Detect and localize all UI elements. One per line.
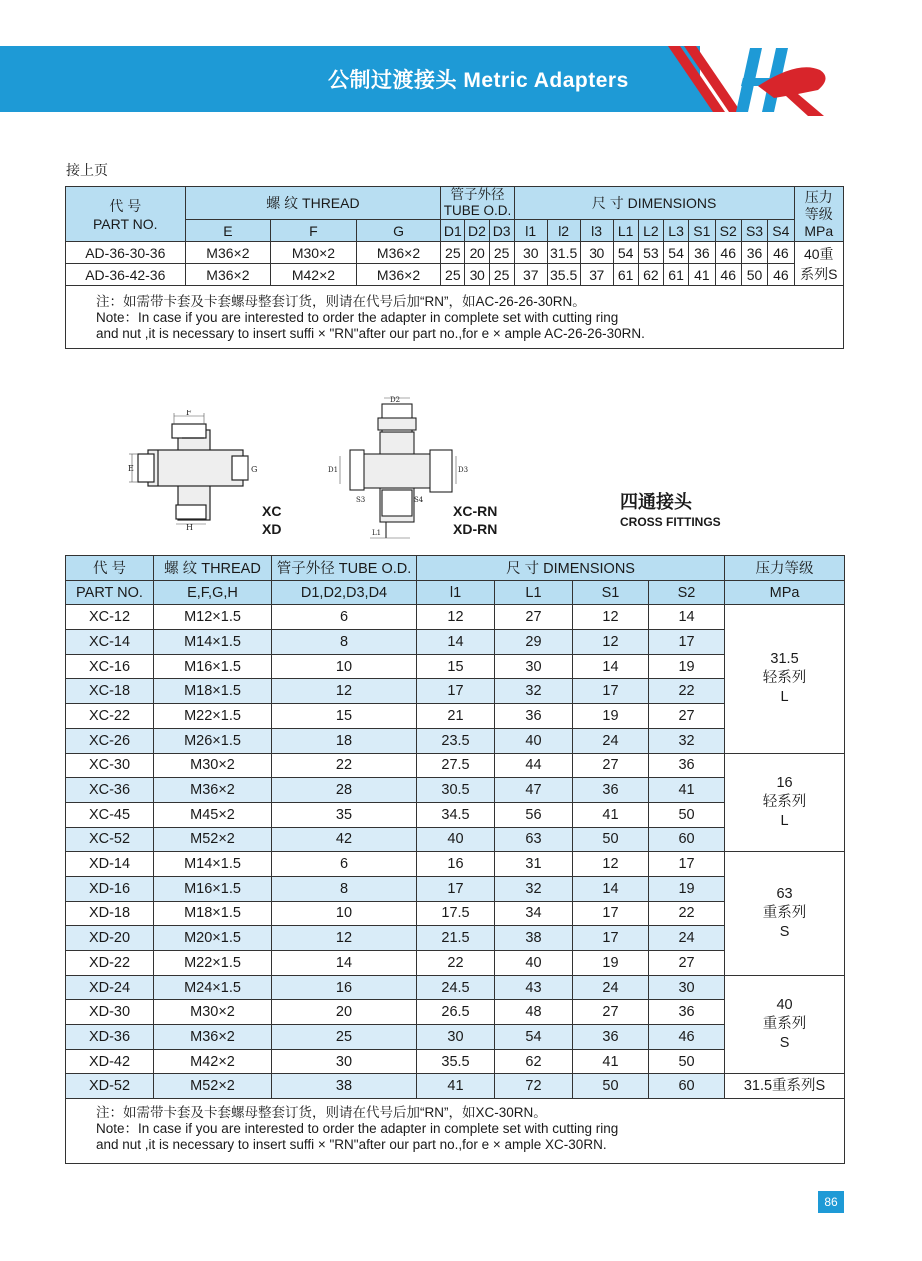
cross-fittings-table	[65, 555, 845, 1164]
table-cell: 30	[649, 975, 725, 1000]
table-cell: 32	[495, 679, 573, 704]
part-code: AD-36-30-36	[66, 242, 186, 264]
table-cell: 46	[768, 264, 794, 286]
table-cell: 36	[689, 242, 715, 264]
subheader-cell: S3	[741, 220, 767, 242]
part-code: XD-24	[66, 975, 154, 1000]
table-cell: 30	[465, 264, 489, 286]
table-cell: 35	[272, 802, 417, 827]
pressure-class: 40 重系列 S	[725, 975, 845, 1074]
table-cell: 22	[649, 901, 725, 926]
subheader-cell: l3	[580, 220, 613, 242]
section-title-en: CROSS FITTINGS	[620, 515, 721, 529]
header-tube-od: 管子外径 TUBE O.D.	[441, 187, 515, 220]
table-cell: 50	[649, 802, 725, 827]
subheader-cell: F	[271, 220, 357, 242]
table-cell: 62	[638, 264, 663, 286]
table-cell: 41	[689, 264, 715, 286]
table-cell: 19	[649, 654, 725, 679]
part-code: XD-14	[66, 852, 154, 877]
table-cell: 27	[495, 605, 573, 630]
part-code: XC-45	[66, 802, 154, 827]
table-cell: 19	[649, 876, 725, 901]
part-code: XC-26	[66, 728, 154, 753]
table-cell: 8	[272, 876, 417, 901]
drawing-label-xc: XC	[262, 503, 282, 519]
part-code: XD-30	[66, 1000, 154, 1025]
table-cell: 43	[495, 975, 573, 1000]
table-row	[66, 242, 844, 264]
table-cell: 31.5	[547, 242, 580, 264]
table-cell: 40	[495, 951, 573, 976]
table-cell: 12	[573, 605, 649, 630]
table-cell: 19	[573, 951, 649, 976]
table-cell: 60	[649, 827, 725, 852]
part-code: XD-42	[66, 1049, 154, 1074]
table-cell: 15	[272, 704, 417, 729]
dim-label-s4: S4	[414, 496, 424, 504]
table-cell: M42×2	[154, 1049, 272, 1074]
part-code: XC-16	[66, 654, 154, 679]
header-part-no: 代 号 PART NO.	[66, 187, 186, 242]
subheader-cell: D1	[441, 220, 465, 242]
table-cell: M36×2	[185, 242, 271, 264]
table-cell: 41	[417, 1074, 495, 1099]
table-cell: 22	[417, 951, 495, 976]
table-cell: 14	[417, 630, 495, 655]
table-row	[66, 1074, 845, 1099]
table-cell: 24	[573, 975, 649, 1000]
pressure-class: 40重 系列S	[794, 242, 843, 286]
table-cell: 32	[495, 876, 573, 901]
cross-fitting-drawing	[128, 410, 268, 530]
part-code: XD-36	[66, 1025, 154, 1050]
table-cell: 31	[495, 852, 573, 877]
table-cell: M36×2	[154, 778, 272, 803]
table-cell: 36	[573, 1025, 649, 1050]
drawing-label-xd: XD	[262, 521, 282, 537]
part-code: XD-52	[66, 1074, 154, 1099]
table-cell: 27	[649, 951, 725, 976]
table-cell: 30	[580, 242, 613, 264]
table-cell: 63	[495, 827, 573, 852]
header-l1: l1	[417, 580, 495, 605]
table-cell: M16×1.5	[154, 876, 272, 901]
table-cell: 40	[417, 827, 495, 852]
table-cell: 17	[417, 876, 495, 901]
table-cell: 24	[649, 926, 725, 951]
part-code: XC-52	[66, 827, 154, 852]
table-cell: 50	[573, 827, 649, 852]
table-cell: 50	[741, 264, 767, 286]
table-cell: 37	[580, 264, 613, 286]
table-cell: 14	[272, 951, 417, 976]
part-code: XC-12	[66, 605, 154, 630]
table-cell: 16	[417, 852, 495, 877]
table-cell: 36	[495, 704, 573, 729]
table-cell: 20	[465, 242, 489, 264]
table-cell: 38	[495, 926, 573, 951]
table-cell: 22	[272, 753, 417, 778]
table-cell: M42×2	[271, 264, 357, 286]
company-logo	[728, 40, 838, 120]
continued-label: 接上页	[66, 162, 108, 178]
table-cell: 54	[613, 242, 638, 264]
order-note: 注：如需带卡套及卡套螺母整套订货，则请在代号后加“RN”，如AC-26-26-30RN。 Note：In case if you are interested to order the adapter in complete set with cutting ring and nut ,it is necessary to insert suffi × "RN"after our part no.,for e × ample AC-26-26-30RN.	[66, 286, 844, 349]
table-cell: M14×1.5	[154, 630, 272, 655]
table-cell: M22×1.5	[154, 704, 272, 729]
table-cell: 30	[514, 242, 547, 264]
table-cell: 32	[649, 728, 725, 753]
pressure-class: 31.5 轻系列 L	[725, 605, 845, 753]
pressure-class: 16 轻系列 L	[725, 753, 845, 852]
table-cell: 41	[573, 802, 649, 827]
table-cell: 21.5	[417, 926, 495, 951]
table-cell: 35.5	[417, 1049, 495, 1074]
part-code: XC-30	[66, 753, 154, 778]
table-cell: M36×2	[356, 242, 441, 264]
table-cell: 46	[715, 242, 741, 264]
table-cell: 12	[272, 926, 417, 951]
table-cell: 26.5	[417, 1000, 495, 1025]
table-cell: 25	[489, 242, 514, 264]
table-cell: M36×2	[154, 1025, 272, 1050]
table-cell: 25	[489, 264, 514, 286]
table-cell: 10	[272, 654, 417, 679]
table-cell: 6	[272, 852, 417, 877]
table-cell: 17	[573, 679, 649, 704]
table-cell: 60	[649, 1074, 725, 1099]
table-cell: 46	[768, 242, 794, 264]
part-code: XD-22	[66, 951, 154, 976]
table-cell: M12×1.5	[154, 605, 272, 630]
table-cell: M45×2	[154, 802, 272, 827]
table-cell: 61	[663, 264, 688, 286]
dim-label-d2: D2	[390, 396, 401, 404]
header-tube-od: 管子外径 TUBE O.D.	[272, 556, 417, 581]
table-cell: 15	[417, 654, 495, 679]
table-cell: 19	[573, 704, 649, 729]
cross-fitting-rn-drawing	[320, 392, 470, 544]
section-title-cn: 四通接头	[620, 492, 692, 512]
header-code-cn: 代 号	[66, 556, 154, 581]
table-cell: M18×1.5	[154, 679, 272, 704]
header-tube-sub: D1,D2,D3,D4	[272, 580, 417, 605]
table-cell: 54	[663, 242, 688, 264]
table-cell: M36×2	[185, 264, 271, 286]
page-number: 86	[818, 1191, 844, 1213]
table-cell: 56	[495, 802, 573, 827]
table-cell: 12	[272, 679, 417, 704]
header-thread: 螺 纹 THREAD	[154, 556, 272, 581]
table-cell: 34	[495, 901, 573, 926]
header-mpa: MPa	[725, 580, 845, 605]
drawing-label-xc-rn: XC-RN	[453, 503, 498, 519]
table-cell: 72	[495, 1074, 573, 1099]
table-cell: 36	[741, 242, 767, 264]
dim-label-l1: L1	[372, 529, 382, 537]
table-row	[66, 852, 845, 877]
subheader-cell: D3	[489, 220, 514, 242]
table-cell: 24	[573, 728, 649, 753]
pressure-class: 31.5重系列S	[725, 1074, 845, 1099]
table-cell: 36	[649, 753, 725, 778]
table-cell: 25	[272, 1025, 417, 1050]
header-L1: L1	[495, 580, 573, 605]
table-row	[66, 264, 844, 286]
table-cell: 14	[573, 876, 649, 901]
order-note: 注：如需带卡套及卡套螺母整套订货，则请在代号后加“RN”，如XC-30RN。 Note：In case if you are interested to order the adapter in complete set with cutting ring and nut ,it is necessary to insert suffi × "RN"after our part no.,for e × ample XC-30RN.	[66, 1099, 845, 1164]
subheader-cell: S4	[768, 220, 794, 242]
part-code: XC-14	[66, 630, 154, 655]
table-cell: 18	[272, 728, 417, 753]
part-code: XD-20	[66, 926, 154, 951]
table-cell: 12	[573, 630, 649, 655]
table-cell: M18×1.5	[154, 901, 272, 926]
subheader-cell: l2	[547, 220, 580, 242]
dim-label-h: H	[186, 523, 193, 530]
table-cell: 14	[573, 654, 649, 679]
table-cell: 36	[573, 778, 649, 803]
part-code: XC-18	[66, 679, 154, 704]
subheader-cell: G	[356, 220, 441, 242]
header-s2: S2	[649, 580, 725, 605]
table-cell: M52×2	[154, 1074, 272, 1099]
table-cell: M52×2	[154, 827, 272, 852]
table-cell: 25	[441, 264, 465, 286]
table-cell: 34.5	[417, 802, 495, 827]
table-cell: 17	[573, 926, 649, 951]
header-thread-sub: E,F,G,H	[154, 580, 272, 605]
header-dimensions: 尺 寸 DIMENSIONS	[417, 556, 725, 581]
table-cell: 16	[272, 975, 417, 1000]
table-cell: 8	[272, 630, 417, 655]
subheader-cell: E	[185, 220, 271, 242]
table-cell: 54	[495, 1025, 573, 1050]
table-cell: 27	[573, 1000, 649, 1025]
table-cell: 17	[649, 852, 725, 877]
table-cell: 21	[417, 704, 495, 729]
table-cell: 35.5	[547, 264, 580, 286]
pressure-class: 63 重系列 S	[725, 852, 845, 975]
header-thread: 螺 纹 THREAD	[185, 187, 441, 220]
table-cell: 41	[649, 778, 725, 803]
table-cell: 27.5	[417, 753, 495, 778]
table-cell: M30×2	[271, 242, 357, 264]
table-cell: M20×1.5	[154, 926, 272, 951]
table-cell: 41	[573, 1049, 649, 1074]
table-cell: 17	[573, 901, 649, 926]
table-cell: 50	[649, 1049, 725, 1074]
table-cell: 30.5	[417, 778, 495, 803]
table-row	[66, 975, 845, 1000]
part-code: XC-22	[66, 704, 154, 729]
table-cell: 12	[573, 852, 649, 877]
table-cell: 27	[573, 753, 649, 778]
dim-label-f: F	[186, 410, 192, 417]
table-cell: M22×1.5	[154, 951, 272, 976]
table-cell: 14	[649, 605, 725, 630]
table-cell: 46	[715, 264, 741, 286]
dim-label-g: G	[251, 465, 258, 474]
table-cell: 27	[649, 704, 725, 729]
part-code: XD-18	[66, 901, 154, 926]
header-s1: S1	[573, 580, 649, 605]
table-cell: 37	[514, 264, 547, 286]
dim-label-d3: D3	[458, 466, 469, 474]
table-cell: 38	[272, 1074, 417, 1099]
table-cell: 62	[495, 1049, 573, 1074]
part-code: XD-16	[66, 876, 154, 901]
table-cell: 44	[495, 753, 573, 778]
dim-label-e: E	[128, 464, 134, 473]
table-cell: 30	[272, 1049, 417, 1074]
subheader-cell: L2	[638, 220, 663, 242]
table-cell: M36×2	[356, 264, 441, 286]
table-cell: 12	[417, 605, 495, 630]
subheader-cell: l1	[514, 220, 547, 242]
part-code: XC-36	[66, 778, 154, 803]
table-cell: 28	[272, 778, 417, 803]
table-cell: 61	[613, 264, 638, 286]
header-dimensions: 尺 寸 DIMENSIONS	[514, 187, 794, 220]
table-cell: 24.5	[417, 975, 495, 1000]
subheader-cell: S2	[715, 220, 741, 242]
header-pressure: 压力 等级 MPa	[794, 187, 843, 242]
subheader-cell: S1	[689, 220, 715, 242]
drawing-label-xd-rn: XD-RN	[453, 521, 498, 537]
table-cell: 17.5	[417, 901, 495, 926]
table-cell: M16×1.5	[154, 654, 272, 679]
table-cell: 22	[649, 679, 725, 704]
table-cell: 36	[649, 1000, 725, 1025]
table-cell: 10	[272, 901, 417, 926]
table-cell: 20	[272, 1000, 417, 1025]
table-row	[66, 753, 845, 778]
table-cell: 40	[495, 728, 573, 753]
table-cell: 48	[495, 1000, 573, 1025]
table-cell: 6	[272, 605, 417, 630]
subheader-cell: L1	[613, 220, 638, 242]
table-cell: 46	[649, 1025, 725, 1050]
table-cell: M30×2	[154, 753, 272, 778]
part-code: AD-36-42-36	[66, 264, 186, 286]
table-cell: 17	[417, 679, 495, 704]
table-cell: M26×1.5	[154, 728, 272, 753]
table-cell: 47	[495, 778, 573, 803]
dim-label-s3: S3	[356, 496, 366, 504]
table-cell: 30	[495, 654, 573, 679]
table-cell: 17	[649, 630, 725, 655]
adapter-table	[65, 186, 844, 349]
table-cell: 50	[573, 1074, 649, 1099]
table-cell: 25	[441, 242, 465, 264]
table-cell: 42	[272, 827, 417, 852]
table-cell: 53	[638, 242, 663, 264]
header-pressure: 压力等级	[725, 556, 845, 581]
subheader-cell: D2	[465, 220, 489, 242]
header-part-no: PART NO.	[66, 580, 154, 605]
page-title: 公制过渡接头 Metric Adapters	[328, 69, 629, 92]
table-row	[66, 605, 845, 630]
table-cell: 29	[495, 630, 573, 655]
subheader-cell: L3	[663, 220, 688, 242]
table-cell: 23.5	[417, 728, 495, 753]
dim-label-d1: D1	[328, 466, 339, 474]
table-cell: M14×1.5	[154, 852, 272, 877]
table-cell: M30×2	[154, 1000, 272, 1025]
table-cell: 30	[417, 1025, 495, 1050]
table-cell: M24×1.5	[154, 975, 272, 1000]
